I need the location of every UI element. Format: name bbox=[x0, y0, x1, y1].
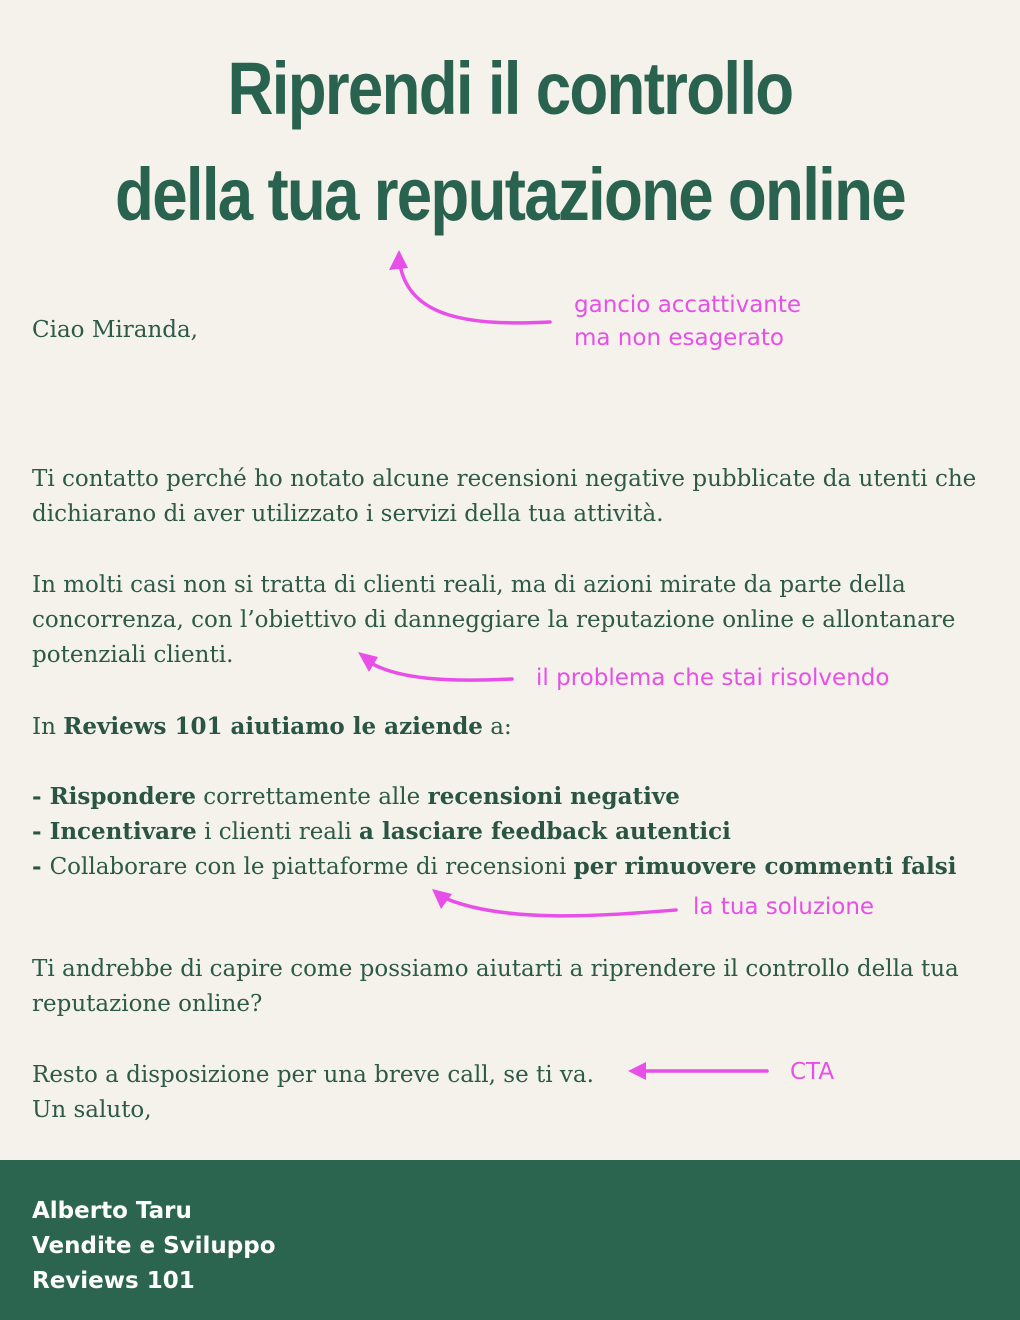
bullet-text: correttamente alle bbox=[195, 784, 428, 810]
annotation-hook-line-1: gancio accattivante bbox=[574, 292, 802, 318]
closing-line-1: Resto a disposizione per una breve call, se ti va. bbox=[32, 1062, 594, 1088]
annotation-hook-line-2: ma non esagerato bbox=[574, 325, 784, 351]
bullet-bold-verb: Incentivare bbox=[49, 818, 197, 845]
bullet-list-item bbox=[32, 849, 992, 885]
paragraph-1: Ti contatto perché ho notato alcune recensioni negative pubblicate da utenti che dichiarano di aver utilizzato i servizi della tua attività. bbox=[32, 466, 977, 527]
signature-footer bbox=[0, 1160, 1020, 1320]
signature-company: Reviews 101 bbox=[32, 1268, 195, 1294]
bullet-bold-verb: Rispondere bbox=[49, 783, 196, 810]
bullet-list-item bbox=[32, 814, 992, 850]
intro-line bbox=[32, 709, 992, 745]
signature-name: Alberto Taru bbox=[32, 1198, 192, 1224]
annotation-solution: la tua soluzione bbox=[693, 894, 875, 920]
bullet-dash: - bbox=[32, 818, 50, 845]
bullet-dash: - bbox=[32, 853, 50, 880]
bullet-dash: - bbox=[32, 783, 50, 810]
title-line-2: della tua reputazione online bbox=[115, 153, 905, 236]
greeting: Ciao Miranda, bbox=[32, 317, 198, 343]
annotation-problem: il problema che stai risolvendo bbox=[536, 665, 890, 691]
intro-bold: Reviews 101 aiutiamo le aziende bbox=[63, 713, 483, 740]
bullet-bold-object: recensioni negative bbox=[427, 783, 680, 810]
title-line-1: Riprendi il controllo bbox=[227, 47, 793, 130]
intro-pre: In bbox=[32, 714, 64, 740]
paragraph-2: In molti casi non si tratta di clienti reali, ma di azioni mirate da parte della concorrenza, con l’obiettivo di danneggiare la reputazione online e allontanare potenziali clienti. bbox=[32, 572, 956, 668]
closing-line-2: Un saluto, bbox=[32, 1097, 152, 1123]
solution-arrowhead-icon bbox=[432, 889, 452, 909]
bullet-list-item bbox=[32, 779, 992, 815]
annotation-cta: CTA bbox=[790, 1059, 835, 1085]
question-paragraph: Ti andrebbe di capire come possiamo aiutarti a riprendere il controllo della tua reputazione online? bbox=[32, 956, 959, 1017]
bullet-text: i clienti reali bbox=[196, 819, 360, 845]
bullet-bold-object: a lasciare feedback autentici bbox=[359, 818, 731, 845]
hook-arrowhead-icon bbox=[389, 250, 408, 270]
signature-role: Vendite e Sviluppo bbox=[32, 1233, 276, 1259]
bullet-text: Collaborare con le piattaforme di recensioni bbox=[49, 854, 574, 880]
bullet-bold-object: per rimuovere commenti falsi bbox=[573, 853, 957, 880]
intro-post: a: bbox=[482, 714, 512, 740]
solution-arrow-icon bbox=[440, 896, 676, 916]
